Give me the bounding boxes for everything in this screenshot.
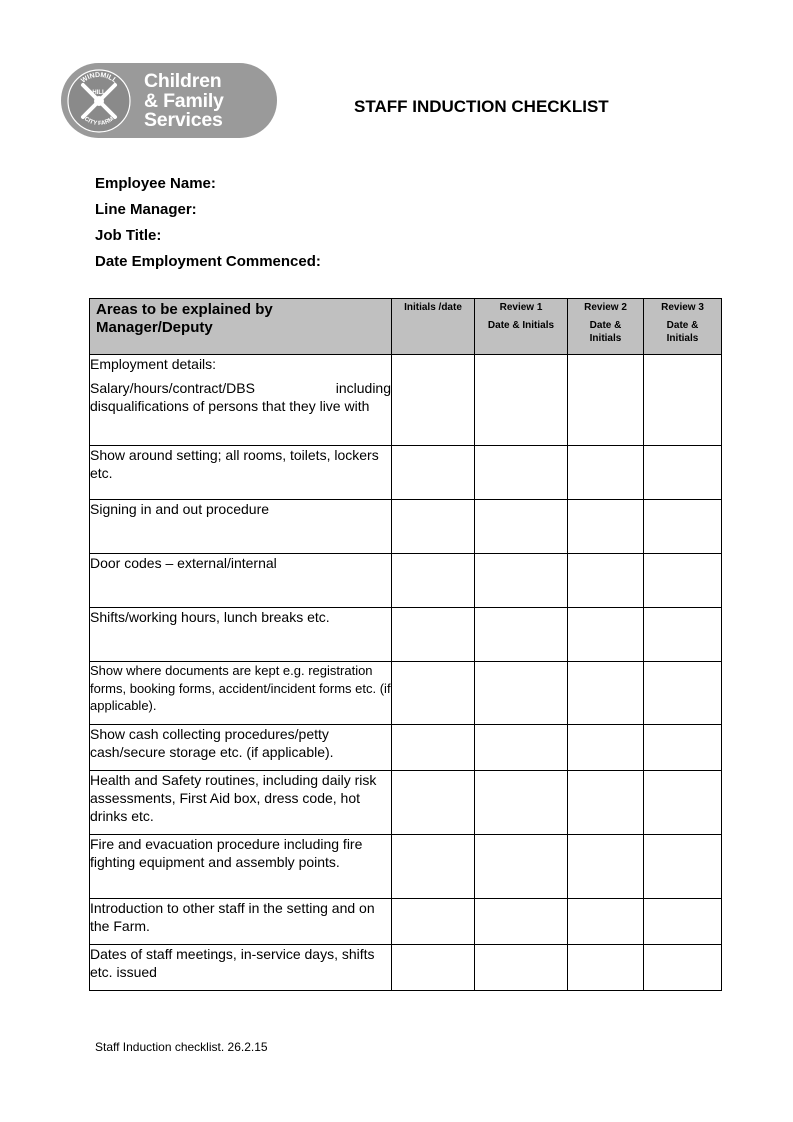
review1-sub: Date & Initials (487, 320, 555, 331)
windmill-hill-city-farm-badge (65, 67, 133, 135)
table-row (90, 771, 722, 835)
review3-cell[interactable] (644, 835, 722, 899)
row-1-line-1: Employment details: (90, 356, 217, 372)
badge-bottom-text: CITY FARM (82, 116, 116, 128)
row-10-area: Introduction to other staff in the setting and on the Farm. (90, 899, 392, 945)
initials-cell[interactable] (392, 771, 475, 835)
initials-cell[interactable] (392, 945, 475, 991)
review1-header (475, 299, 568, 355)
row-1-line-2: Salary/hours/contract/DBS including disqualifications of persons that they live with (90, 380, 391, 414)
table-row (90, 500, 722, 554)
review1-cell[interactable] (475, 608, 568, 662)
table-row (90, 446, 722, 500)
review1-cell[interactable] (475, 355, 568, 446)
review2-cell[interactable] (568, 446, 644, 500)
review3-cell[interactable] (644, 355, 722, 446)
initials-cell[interactable] (392, 446, 475, 500)
review1-cell[interactable] (475, 554, 568, 608)
review1-label: Review 1 (499, 302, 543, 313)
review3-cell[interactable] (644, 554, 722, 608)
review3-header (644, 299, 722, 355)
review3-cell[interactable] (644, 446, 722, 500)
table-row (90, 725, 722, 771)
review2-cell[interactable] (568, 554, 644, 608)
row-2-area: Show around setting; all rooms, toilets, lockers etc. (90, 446, 392, 500)
review2-header (568, 299, 644, 355)
job-title-label: Job Title: (95, 227, 162, 244)
review1-cell[interactable] (475, 945, 568, 991)
line-manager-label: Line Manager: (95, 201, 197, 218)
initials-cell[interactable] (392, 899, 475, 945)
review3-cell[interactable] (644, 500, 722, 554)
review3-cell[interactable] (644, 662, 722, 725)
table-row (90, 608, 722, 662)
review1-cell[interactable] (475, 835, 568, 899)
date-commenced-label: Date Employment Commenced: (95, 253, 321, 270)
review3-cell[interactable] (644, 608, 722, 662)
review2-cell[interactable] (568, 899, 644, 945)
review2-cell[interactable] (568, 945, 644, 991)
initials-cell[interactable] (392, 725, 475, 771)
employee-name-label: Employee Name: (95, 175, 216, 192)
review2-cell[interactable] (568, 500, 644, 554)
initials-cell[interactable] (392, 608, 475, 662)
table-row (90, 835, 722, 899)
review2-cell[interactable] (568, 771, 644, 835)
review1-cell[interactable] (475, 662, 568, 725)
employee-fields (95, 175, 321, 279)
row-3-area: Signing in and out procedure (90, 500, 392, 554)
document-title: STAFF INDUCTION CHECKLIST (354, 97, 609, 116)
review2-cell[interactable] (568, 835, 644, 899)
review2-cell[interactable] (568, 662, 644, 725)
footer-note: Staff Induction checklist. 26.2.15 (95, 1040, 268, 1054)
review3-cell[interactable] (644, 899, 722, 945)
initials-cell[interactable] (392, 500, 475, 554)
organisation-logo (61, 63, 277, 138)
review3-cell[interactable] (644, 945, 722, 991)
review1-cell[interactable] (475, 446, 568, 500)
review2-sub: Date & Initials (589, 320, 622, 344)
row-8-area: Health and Safety routines, including daily risk assessments, First Aid box, dress code, hot drinks etc. (90, 771, 392, 835)
review3-sub: Date & Initials (666, 320, 699, 344)
review1-cell[interactable] (475, 771, 568, 835)
review3-label: Review 3 (661, 302, 704, 313)
induction-checklist-table (89, 298, 722, 991)
row-4-area: Door codes – external/internal (90, 554, 392, 608)
logo-line-1: Children (144, 70, 222, 92)
row-9-area: Fire and evacuation procedure including fire fighting equipment and assembly points. (90, 835, 392, 899)
table-row (90, 899, 722, 945)
review2-cell[interactable] (568, 725, 644, 771)
review1-cell[interactable] (475, 725, 568, 771)
row-11-area: Dates of staff meetings, in-service days, shifts etc. issued (90, 945, 392, 991)
table-row (90, 554, 722, 608)
badge-mid-text: HILL (92, 90, 106, 96)
review3-cell[interactable] (644, 725, 722, 771)
badge-top-text: WINDMILL (80, 71, 119, 85)
initials-header (392, 299, 475, 355)
table-row (90, 945, 722, 991)
row-7-area: Show cash collecting procedures/petty cash/secure storage etc. (if applicable). (90, 725, 392, 771)
initials-cell[interactable] (392, 662, 475, 725)
logo-wordmark (144, 72, 224, 131)
review2-cell[interactable] (568, 608, 644, 662)
logo-line-3: Services (144, 109, 223, 131)
initials-header-label: Initials /date (404, 302, 462, 313)
row-1-area (90, 355, 392, 446)
review2-label: Review 2 (584, 302, 627, 313)
initials-cell[interactable] (392, 355, 475, 446)
review2-cell[interactable] (568, 355, 644, 446)
table-row (90, 662, 722, 725)
logo-line-2: & Family (144, 89, 224, 112)
row-5-area: Shifts/working hours, lunch breaks etc. (90, 608, 392, 662)
initials-cell[interactable] (392, 554, 475, 608)
table-row (90, 355, 722, 446)
review1-cell[interactable] (475, 500, 568, 554)
review3-cell[interactable] (644, 771, 722, 835)
areas-header: Areas to be explained by Manager/Deputy (90, 299, 392, 355)
table-header-row (90, 299, 722, 355)
row-6-area: Show where documents are kept e.g. registration forms, booking forms, accident/incident forms etc. (if applicable). (90, 662, 392, 725)
review1-cell[interactable] (475, 899, 568, 945)
initials-cell[interactable] (392, 835, 475, 899)
